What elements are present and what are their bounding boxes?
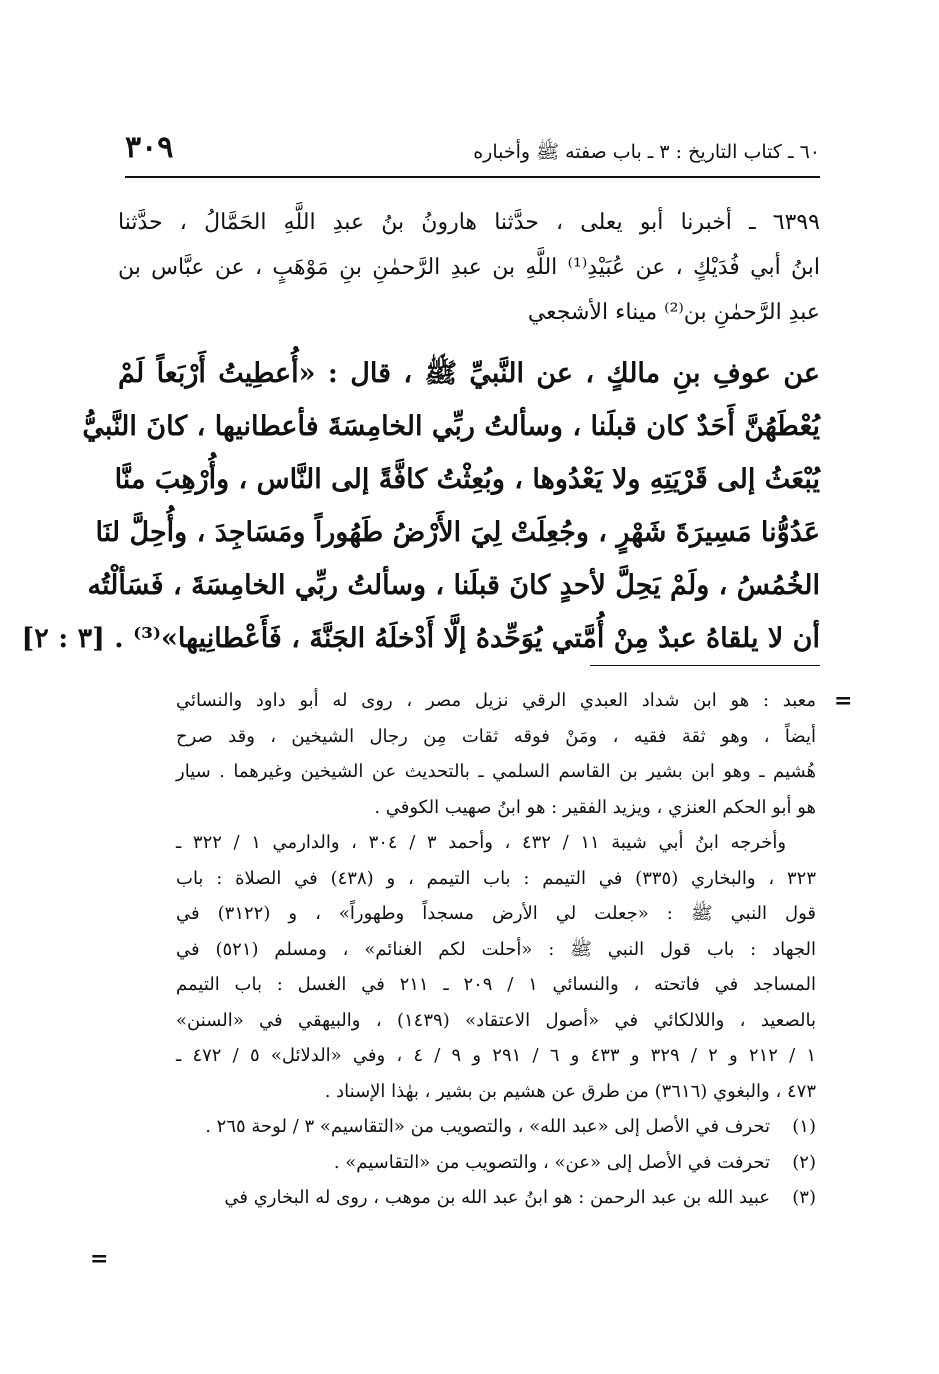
note-line: وأخرجه ابنُ أبي شيبة ١١ / ٤٣٢ ، وأحمد ٣ / ٣٠٤ ، والدارمي ١ / ٣٢٢ ـ — [176, 832, 787, 853]
continuation-mark-bottom: = — [90, 1246, 109, 1272]
footnote-number: (١) — [792, 1116, 816, 1137]
note-line: أيضاً ، وهو ثقة فقيه ، ومَنْ فوقه ثقات مِن رجال الشيخين ، وقد صرح — [176, 725, 816, 747]
note-line: ١ / ٢١٢ و ٢ / ٣٢٩ و ٤٣٣ و ٦ / ٢٩١ و ٩ / ٤ ، وفي «الدلائل» ٥ / ٤٧٢ ـ — [176, 1045, 817, 1066]
page-number: ٣٠٩ — [125, 130, 174, 165]
hadith-matn — [21, 347, 820, 665]
footnote-2 — [176, 1145, 816, 1181]
isnad-line: ابنُ أبي فُدَيْكٍ ، عن عُبَيْدِ⁽¹⁾ اللَّهِ بن عبدِ الرَّحمٰنِ بنِ مَوْهَبٍ ، عن عبَّاس بن — [118, 255, 820, 280]
page-header — [125, 128, 820, 178]
footnote-number: (٣) — [792, 1187, 816, 1208]
note-line: ٤٧٣ ، والبغوي (٣٦١٦) من طرق عن هشيم بن بشير ، بهٰذا الإسناد . — [324, 1080, 816, 1102]
footnote-1 — [176, 1109, 816, 1145]
footnotes-area — [176, 683, 816, 1216]
note-line: الجهاد : باب قول النبي ﷺ : «أحلت لكم الغنائم» ، ومسلم (٥٢١) في — [176, 938, 816, 960]
continuation-mark-top: = — [834, 688, 853, 714]
note-line: هو أبو الحكم العنزي ، ويزيد الفقير : هو ابنُ صهيب الكوفي . — [374, 796, 816, 818]
running-title: ٦٠ ـ كتاب التاريخ : ٣ ـ باب صفته ﷺ وأخباره — [473, 141, 820, 163]
note-line: معبد : هو ابن شداد العبدي الرقي نزيل مصر ، روى له أبو داود والنسائي — [176, 690, 816, 711]
footnote-3 — [176, 1180, 816, 1216]
matn-line: عن عوفِ بنِ مالكٍ ، عن النَّبيِّ ﷺ ، قال : «أُعطِيتُ أَرْبَعاً لَمْ — [118, 358, 820, 389]
note-line: هُشيم ـ وهو ابن بشير بن القاسم السلمي ـ بالتحديث عن الشيخين وغيرهما . سيار — [176, 761, 816, 782]
matn-line: يُبْعَثُ إلى قَرْيَتِهِ ولا يَعْدُوها ، وبُعِثْتُ كافَّةً إلى النَّاس ، وأُرْهِبَ منَّا — [114, 464, 820, 495]
note-line: بالصعيد ، واللالكائي في «أصول الاعتقاد» (١٤٣٩) ، والبيهقي في «السنن» — [176, 1009, 816, 1031]
matn-line: أن لا يلقاهُ عبدٌ مِنْ أُمَّتي يُوَحِّدهُ إلَّا أَدْخلَهُ الجَنَّةَ ، فَأَعْطانِيها»⁽³⁾ . [٣ : ٢] — [21, 623, 820, 654]
footnote-number: (٢) — [792, 1151, 816, 1173]
takhrij-paragraph — [176, 825, 816, 1109]
isnad-chain — [118, 200, 820, 335]
footnote-text: تحرفت في الأصل إلى «عن» ، والتصويب من «التقاسيم» . — [333, 1151, 770, 1173]
hadith-text — [21, 200, 820, 665]
matn-line: يُعْطَهُنَّ أَحَدٌ كان قبلَنا ، وسألتُ ربِّي الخامِسَةَ فأعطانيها ، كانَ النَّبيُّ — [82, 411, 820, 442]
prior-note-continuation — [176, 683, 816, 825]
footnote-text: تحرف في الأصل إلى «عبد الله» ، والتصويب من «التقاسيم» ٣ / لوحة ٢٦٥ . — [205, 1116, 770, 1137]
isnad-line: عبدِ الرَّحمٰنِ بن⁽²⁾ ميناء الأشجعي — [527, 300, 820, 325]
note-line: قول النبي ﷺ : «جعلت لي الأرض مسجداً وطهوراً» ، و (٣١٢٢) في — [176, 903, 816, 924]
matn-line: الخُمُسُ ، ولَمْ يَحِلَّ لأحدٍ كانَ قبلَنا ، وسألتُ ربِّي الخامِسَةَ ، فَسَألْتُه — [87, 570, 820, 601]
note-line: المساجد في فاتحته ، والنسائي ١ / ٢٠٩ ـ ٢١١ في الغسل : باب التيمم — [176, 974, 817, 995]
note-line: ٣٢٣ ، والبخاري (٣٣٥) في التيمم : باب التيمم ، و (٤٣٨) في الصلاة : باب — [176, 867, 816, 889]
footnote-text: عبيد الله بن عبد الرحمن : هو ابنُ عبد الله بن موهب ، روى له البخاري في — [224, 1187, 770, 1208]
footnote-separator — [590, 665, 820, 666]
isnad-line: ٦٣٩٩ ـ أخبرنا أبو يعلى ، حدَّثنا هارونُ بنُ عبدِ اللَّهِ الحَمَّالُ ، حدَّثنا — [118, 210, 820, 235]
matn-line: عَدُوُّنا مَسِيرَةَ شَهْرٍ ، وجُعِلَتْ لِيَ الأَرْضُ طَهُوراً ومَسَاجِدَ ، وأُحِلَّ لنَا — [95, 517, 820, 548]
